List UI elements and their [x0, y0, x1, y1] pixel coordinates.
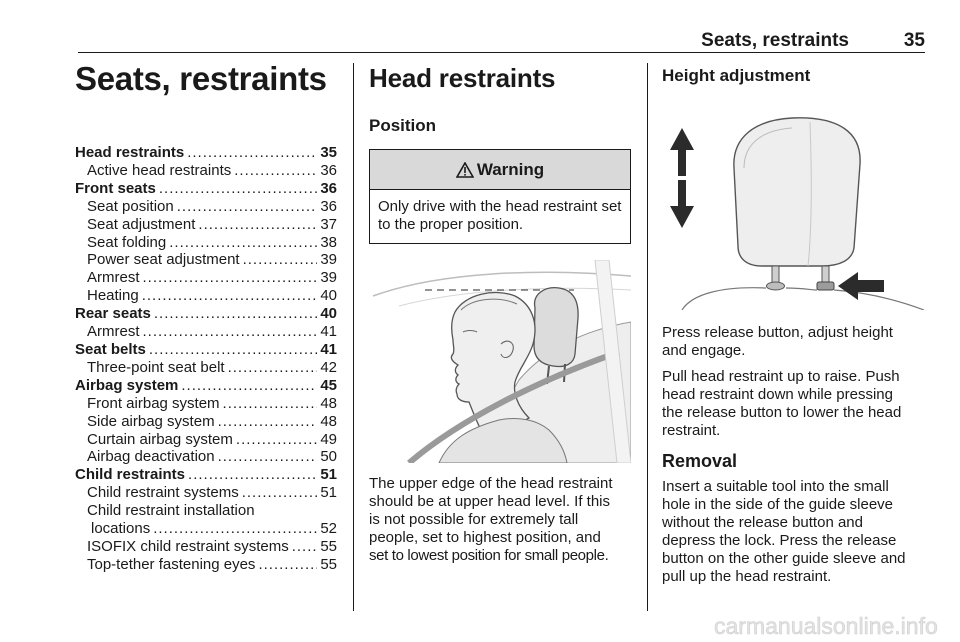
- warning-triangle-icon: [456, 162, 474, 178]
- toc-leader-dots: [143, 269, 318, 287]
- toc-entry: [75, 556, 337, 574]
- toc-entry-title: Front seats: [75, 179, 156, 197]
- toc-entry-title: Rear seats: [75, 305, 151, 323]
- toc-entry-title: Armrest: [87, 323, 140, 341]
- toc-entry-page: 50: [320, 448, 337, 466]
- paragraph-line: restraint.: [662, 421, 721, 439]
- toc-leader-dots: [142, 287, 318, 305]
- toc-leader-dots: [188, 466, 317, 484]
- chapter-contents-column: [75, 60, 337, 574]
- position-paragraph: [369, 475, 632, 565]
- paragraph-line: Insert a suitable tool into the small: [662, 478, 889, 496]
- toc-entry: [75, 198, 337, 216]
- toc-entry: [75, 431, 337, 449]
- toc-leader-dots: [149, 341, 317, 359]
- position-paragraph-line: people, set to highest position, and: [369, 528, 601, 546]
- running-header-title: Seats, restraints: [701, 30, 849, 51]
- toc-entry-title: Child restraints: [75, 466, 186, 484]
- page-number: 35: [903, 30, 925, 51]
- section-title-head-restraints: Head restraints: [369, 63, 556, 93]
- toc-leader-dots: [169, 234, 317, 252]
- toc-leader-dots: [236, 431, 317, 449]
- paragraph-line: and engage.: [662, 341, 746, 359]
- toc-entry-page: 41: [320, 340, 337, 358]
- toc-entry-page: 36: [320, 179, 337, 197]
- paragraph-line: hole in the side of the guide sleeve: [662, 496, 893, 514]
- toc-entry-title: Power seat adjustment: [87, 251, 240, 269]
- svg-text:carmanualsonline.info: carmanualsonline.info: [714, 613, 938, 639]
- toc-leader-dots: [243, 251, 318, 269]
- toc-entry-page: 49: [320, 430, 337, 448]
- toc-entry: [75, 413, 337, 431]
- toc-entry-title: Curtain airbag system: [87, 430, 233, 448]
- warning-title: Warning: [476, 159, 545, 179]
- toc-leader-dots: [258, 556, 317, 574]
- toc-entry-page: 45: [320, 376, 337, 394]
- toc-leader-dots: [177, 198, 318, 216]
- head-restraints-column: [369, 63, 632, 565]
- toc-entry-page: 55: [320, 555, 337, 573]
- toc-entry: [75, 251, 337, 269]
- toc-entry: [75, 538, 337, 556]
- toc-leader-dots: [292, 538, 318, 556]
- toc-entry: [75, 269, 337, 287]
- toc-leader-dots: [198, 216, 317, 234]
- toc-entry-page: 52: [320, 520, 337, 538]
- paragraph-line: without the release button and: [662, 514, 863, 532]
- position-paragraph-line: should be at upper head level. If this: [369, 492, 610, 510]
- toc-leader-dots: [143, 323, 318, 341]
- toc-entry-page: 41: [320, 323, 337, 341]
- head-position-illustration: [369, 260, 631, 463]
- toc-leader-dots: [153, 520, 317, 538]
- watermark-logo: [712, 612, 952, 640]
- toc-entry: [75, 466, 337, 484]
- height-adjustment-illustration: [662, 98, 924, 310]
- paragraph-line: Pull head restraint up to raise. Push: [662, 367, 900, 385]
- toc-entry-page: 39: [320, 269, 337, 287]
- warning-header: [370, 150, 630, 190]
- paragraph-line: head restraint down while pressing: [662, 385, 893, 403]
- column-divider-2: [647, 63, 648, 611]
- toc-entry: [75, 144, 337, 162]
- toc-entry-page: 51: [320, 484, 337, 502]
- toc-entry-page: 40: [320, 287, 337, 305]
- toc-entry: [75, 180, 337, 198]
- toc-entry-title: Airbag deactivation: [87, 448, 215, 466]
- toc-leader-dots: [159, 180, 317, 198]
- toc-entry: [75, 377, 337, 395]
- toc-entry-title: Front airbag system: [87, 394, 220, 412]
- toc-entry: [75, 359, 337, 377]
- toc-leader-dots: [218, 413, 318, 431]
- toc-entry-page: 51: [320, 466, 337, 484]
- toc-entry-title: Active head restraints: [87, 161, 232, 179]
- toc-entry: [75, 216, 337, 234]
- toc-entry-title: Seat belts: [75, 340, 146, 358]
- position-paragraph-line: set to lowest position for small people.: [369, 546, 609, 564]
- warning-text: Only drive with the head restraint set to the proper position.: [378, 198, 622, 233]
- toc-entry-title: Seat folding: [87, 233, 167, 251]
- paragraph-line: button on the other guide sleeve and: [662, 550, 906, 568]
- toc-entry: [75, 395, 337, 413]
- toc-leader-dots: [187, 144, 317, 162]
- toc-leader-dots: [228, 359, 318, 377]
- toc-entry-title: Child restraint installation: [87, 502, 255, 520]
- toc-entry-page: 42: [320, 358, 337, 376]
- toc-entry-title: Top-tether fastening eyes: [87, 555, 256, 573]
- toc-entry-title: Child restraint systems: [87, 484, 239, 502]
- height-paragraph-2: [662, 368, 924, 440]
- toc-leader-dots: [181, 377, 317, 395]
- warning-box: [369, 149, 631, 244]
- toc-entry: [75, 502, 337, 520]
- toc-entry-title: ISOFIX child restraint systems: [87, 537, 289, 555]
- toc-entry: [75, 484, 337, 502]
- toc-entry-page: 48: [320, 394, 337, 412]
- table-of-contents: [75, 144, 337, 574]
- toc-entry-page: 55: [320, 537, 337, 555]
- paragraph-line: the release button to lower the head: [662, 403, 902, 421]
- subsection-title-removal: Removal: [662, 451, 738, 472]
- toc-entry-title: Airbag system: [75, 376, 179, 394]
- toc-leader-dots: [223, 395, 318, 413]
- toc-entry-title: Armrest: [87, 269, 140, 287]
- toc-entry-page: 37: [320, 215, 337, 233]
- toc-leader-dots: [154, 305, 317, 323]
- toc-entry: [75, 305, 337, 323]
- toc-leader-dots: [242, 484, 318, 502]
- toc-entry-page: 38: [320, 233, 337, 251]
- paragraph-line: pull up the head restraint.: [662, 567, 832, 585]
- paragraph-line: depress the lock. Press the release: [662, 532, 897, 550]
- chapter-title: Seats, restraints: [75, 60, 327, 97]
- toc-entry-title: Seat position: [87, 197, 174, 215]
- toc-entry: [75, 341, 337, 359]
- toc-entry-title: Side airbag system: [87, 412, 215, 430]
- toc-entry-page: 40: [320, 305, 337, 323]
- toc-entry-page: 48: [320, 412, 337, 430]
- toc-entry-page: 36: [320, 197, 337, 215]
- toc-entry-title: locations: [91, 520, 151, 538]
- toc-entry-title: Seat adjustment: [87, 215, 196, 233]
- position-paragraph-line: is not possible for extremely tall: [369, 510, 579, 528]
- toc-entry-page: 35: [320, 144, 337, 161]
- running-header: [78, 30, 925, 53]
- toc-leader-dots: [218, 448, 318, 466]
- column-divider-1: [353, 63, 354, 611]
- toc-entry-title: Three-point seat belt: [87, 358, 225, 376]
- toc-entry-title: Head restraints: [75, 144, 185, 161]
- toc-entry: [75, 162, 337, 180]
- toc-entry-title: Heating: [87, 287, 139, 305]
- toc-entry: [75, 234, 337, 252]
- toc-entry-page: 36: [320, 161, 337, 179]
- toc-entry: [75, 520, 337, 538]
- toc-entry-page: 39: [320, 251, 337, 269]
- subsection-title-position: Position: [369, 116, 437, 135]
- toc-entry: [75, 287, 337, 305]
- position-paragraph-line: The upper edge of the head restraint: [369, 475, 613, 492]
- toc-entry: [75, 448, 337, 466]
- subsection-title-height-adjustment: Height adjustment: [662, 66, 811, 85]
- paragraph-line: Press release button, adjust height: [662, 324, 893, 341]
- height-paragraph-1: [662, 324, 924, 360]
- removal-paragraph: [662, 478, 924, 585]
- height-adjustment-column: [662, 66, 924, 586]
- toc-entry: [75, 323, 337, 341]
- toc-leader-dots: [234, 162, 317, 180]
